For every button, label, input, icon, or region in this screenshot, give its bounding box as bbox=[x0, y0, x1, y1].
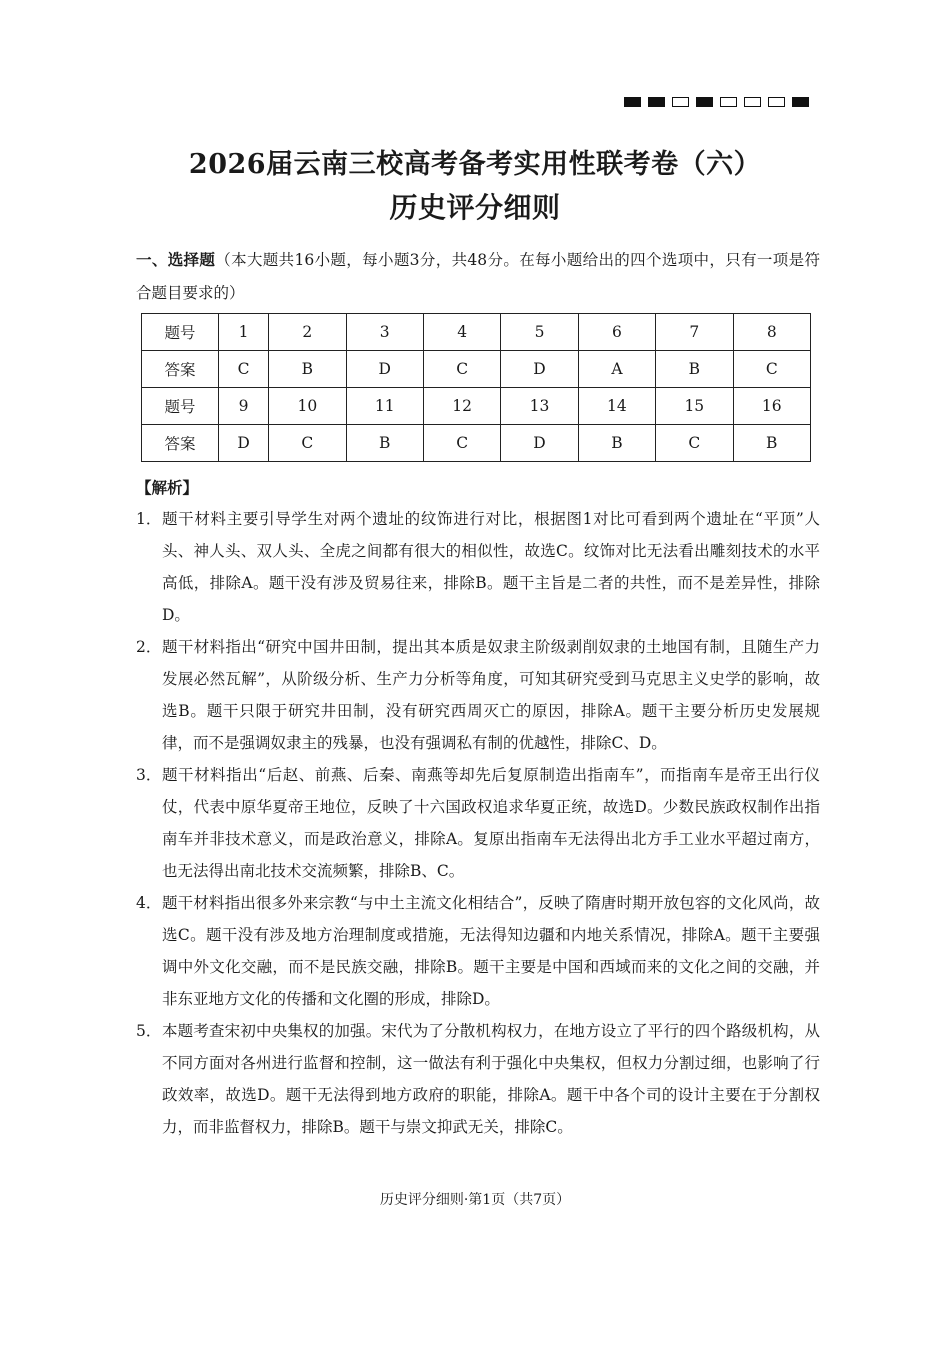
item-text: 题干材料指出“后赵、前燕、后秦、南燕等却先后复原制造出指南车”，而指南车是帝王出行仪仗，代表中原华夏帝王地位，反映了十六国政权追求华夏正统，故选D。少数民族政权制作出指南车并非技术意义，而是政治意义，排除A。复原出指南车无法得出北方手工业水平超过南方，也无法得出南北技术交流频繁，排除B、C。 bbox=[162, 766, 820, 880]
answer-cell: C bbox=[269, 425, 346, 462]
table-row-answers bbox=[142, 351, 811, 388]
table-row-numbers bbox=[142, 388, 811, 425]
document-title: 2026届云南三校高考备考实用性联考卷（六） bbox=[188, 149, 762, 180]
row-header: 题号 bbox=[142, 314, 219, 351]
item-text: 本题考查宋初中央集权的加强。宋代为了分散机构权力，在地方设立了平行的四个路级机构，从不同方面对各州进行监督和控制，这一做法有利于强化中央集权，但权力分割过细，也影响了行政效率，故选D。题干无法得到地方政府的职能，排除A。题干中各个司的设计主要在于分割权力，而非监督权力，排除B。题干与崇文抑武无关，排除C。 bbox=[162, 1022, 820, 1136]
answer-cell: C bbox=[219, 351, 269, 388]
row-header: 答案 bbox=[142, 351, 219, 388]
item-number: 3． bbox=[136, 766, 162, 784]
header-mark bbox=[672, 97, 689, 107]
question-number: 4 bbox=[423, 314, 500, 351]
answer-cell: C bbox=[423, 425, 500, 462]
item-number: 2． bbox=[136, 638, 162, 656]
document-subtitle: 历史评分细则 bbox=[389, 191, 561, 224]
question-number: 15 bbox=[656, 388, 733, 425]
item-text: 题干材料指出很多外来宗教“与中土主流文化相结合”，反映了隋唐时期开放包容的文化风尚，故选C。题干没有涉及地方治理制度或措施，无法得知边疆和内地关系情况，排除A。题干主要强调中外文化交融，而不是民族交融，排除B。题干主要是中国和西域而来的文化之间的交融，并非东亚地方文化的传播和文化圈的形成，排除D。 bbox=[162, 894, 820, 1008]
section-heading: 一、选择题 bbox=[136, 250, 216, 269]
item-number: 4． bbox=[136, 894, 162, 912]
list-item bbox=[136, 1015, 820, 1143]
question-number: 5 bbox=[501, 314, 578, 351]
answer-cell: D bbox=[219, 425, 269, 462]
page-footer: 历史评分细则·第1页（共7页） bbox=[379, 1192, 571, 1208]
header-mark bbox=[792, 97, 809, 107]
question-number: 8 bbox=[733, 314, 811, 351]
answer-cell: A bbox=[578, 351, 655, 388]
table-row-numbers bbox=[142, 314, 811, 351]
answer-table bbox=[141, 313, 811, 462]
list-item bbox=[136, 759, 820, 887]
question-number: 1 bbox=[219, 314, 269, 351]
row-header: 答案 bbox=[142, 425, 219, 462]
header-mark bbox=[720, 97, 737, 107]
answer-cell: D bbox=[346, 351, 423, 388]
answer-cell: D bbox=[501, 425, 578, 462]
question-number: 3 bbox=[346, 314, 423, 351]
question-number: 13 bbox=[501, 388, 578, 425]
list-item bbox=[136, 503, 820, 631]
question-number: 2 bbox=[269, 314, 346, 351]
analysis-list bbox=[136, 503, 820, 1143]
question-number: 10 bbox=[269, 388, 346, 425]
header-mark bbox=[624, 97, 641, 107]
answer-cell: B bbox=[578, 425, 655, 462]
header-mark bbox=[744, 97, 761, 107]
answer-cell: C bbox=[656, 425, 733, 462]
question-number: 14 bbox=[578, 388, 655, 425]
section-description: （本大题共16小题，每小题3分，共48分。在每小题给出的四个选项中，只有一项是符合题目要求的） bbox=[136, 251, 820, 302]
header-marks bbox=[624, 97, 809, 107]
section-intro bbox=[136, 243, 820, 310]
answer-cell: C bbox=[423, 351, 500, 388]
list-item bbox=[136, 887, 820, 1015]
answer-cell: B bbox=[656, 351, 733, 388]
header-mark bbox=[696, 97, 713, 107]
answer-cell: C bbox=[733, 351, 811, 388]
item-text: 题干材料指出“研究中国井田制，提出其本质是奴隶主阶级剥削奴隶的土地国有制，且随生产力发展必然瓦解”，从阶级分析、生产力分析等角度，可知其研究受到马克思主义史学的影响，故选B。题干只限于研究井田制，没有研究西周灭亡的原因，排除A。题干主要分析历史发展规律，而不是强调奴隶主的残暴，也没有强调私有制的优越性，排除C、D。 bbox=[162, 638, 820, 752]
header-mark bbox=[768, 97, 785, 107]
answer-cell: B bbox=[733, 425, 811, 462]
question-number: 7 bbox=[656, 314, 733, 351]
answer-cell: D bbox=[501, 351, 578, 388]
question-number: 16 bbox=[733, 388, 811, 425]
item-number: 1． bbox=[136, 510, 162, 528]
answer-cell: B bbox=[346, 425, 423, 462]
question-number: 12 bbox=[423, 388, 500, 425]
analysis-heading: 【解析】 bbox=[136, 478, 199, 497]
question-number: 9 bbox=[219, 388, 269, 425]
question-number: 11 bbox=[346, 388, 423, 425]
row-header: 题号 bbox=[142, 388, 219, 425]
answer-cell: B bbox=[269, 351, 346, 388]
item-number: 5． bbox=[136, 1022, 162, 1040]
table-row-answers bbox=[142, 425, 811, 462]
item-text: 题干材料主要引导学生对两个遗址的纹饰进行对比，根据图1对比可看到两个遗址在“平顶”人头、神人头、双人头、全虎之间都有很大的相似性，故选C。纹饰对比无法看出雕刻技术的水平高低，排除A。题干没有涉及贸易往来，排除B。题干主旨是二者的共性，而不是差异性，排除D。 bbox=[162, 510, 820, 624]
list-item bbox=[136, 631, 820, 759]
header-mark bbox=[648, 97, 665, 107]
question-number: 6 bbox=[578, 314, 655, 351]
